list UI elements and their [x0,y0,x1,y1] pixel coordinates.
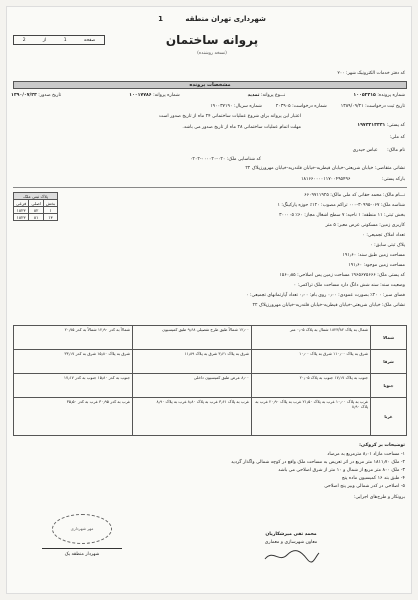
cell: شرق به پلاک ۱۵٫۸۰ شرق به کدر ۳۳٫۱۷ [14,350,133,374]
cell: شمالاً به کدر ۱۲٫۹۰ شمالاً به کدر ۲۰٫۷۵ [14,326,133,350]
remark-line: ۲- ملک ۱۸۱۱٫۷۰ متر مربع در اثر تعریض به مساحت ملک واقع در کوچه شمالی واگذار گردید [231,460,405,465]
remark-line: ۵- اصلاحی در کدر شمالی وبیر پنج اصلاحی [324,484,405,489]
cell: ۸۱ [29,214,44,221]
property-line: مساحت زمین موجود: ۱۹۱٫۶۰ [348,263,405,268]
deputy-title: معاون شهرسازی و معماری [264,540,318,545]
page-of-label: از [42,37,47,43]
remarks-footer: برونکار و طرح‌های اجرایی: [353,495,405,500]
serial-label: شماره سریال: [233,104,262,109]
completion-note: مهلت اتمام عملیات ساختمانی ۲۸ ماه از تاریخ صدور می باشد. [182,125,301,130]
registry-plate-table-wrap [13,192,58,221]
table-row [14,398,407,436]
cell: ۱۲٫۰۰ شمالاً طبق طرح تفصیلی ۹٫۶۸ طبق کمیسیون [133,326,252,350]
remark-line: ۱- مساحت مازاد ۸٫۰۱ مترمربع به مرصاد [327,452,405,457]
property-line: فضای سبز: ۰ ۲۰٪ بصورت عمودی: ۰٫۰۰ روی بام: ۰٫۰۰ تعداد آپارتمانهای تجمیعی: ۰ [246,293,405,298]
permit-page [6,6,412,594]
applicant-address-label: نشانی متقاضی: [374,166,405,171]
applicant-address-line [245,166,405,171]
serial-no: ۱۹۰۰۳۷۱۹۰ [210,104,233,109]
request-no: ۲۰۳۹۰۵ [275,104,291,109]
cell: غرب به پلاک ۱۰٫۰۰ غرب به پلاک ۲۱٫۵۰ غرب به پلاک ۲۰٫۹۰ غرب به پلاک ۸٫۹۰ [252,398,371,436]
property-line: پلاک ثبتی سابق: ۰ [370,243,405,248]
table-row [14,374,407,398]
permit-no-label: شماره پروانه: [153,93,180,98]
cell: ۱۳ [43,214,57,221]
cell: شرق به پلاک ۱۱۰٫۰۰ شرق به پلاک ۱۰٫۰۰ [252,350,371,374]
direction-cell: غربا [371,398,407,436]
col-sub: فرعی [14,200,29,207]
cell: غرب به پلاک ۳٫۶۱ غرب به پلاک ۸٫۸۰ غرب به پلاک ۸٫۹۰ [133,398,252,436]
table-row [14,207,58,214]
organization-title [117,15,307,23]
cell: ۱۸۲۳ [14,207,29,214]
cell: غرب به کدر ۳۰٫۹۵ غرب به کدر ۳۵٫۵۰ [14,398,133,436]
property-line: بخش ثبتی: ۱۱ منطقه: ۱ ناحیه: ۷ سطح اشغال مجاز: ۶۰٪ ۳۰۰۰۰۵ [279,213,405,218]
validity-note: اعتبار این پروانه برای شروع عملیات ساختمانی ۲۴ ماه از تاریخ صدور است [159,114,301,119]
table-row [14,326,407,350]
request-date-label: تاریخ ثبت درخواست: [365,104,405,109]
direction-cell: جنوبا [371,374,407,398]
mayor-title: شهردار منطقه یک [64,552,100,557]
postal-label: کد پستی: [386,123,405,128]
official-stamp-icon [52,514,112,544]
remarks-title: توضیحات بر کروکی: [359,443,405,448]
cell: شمال به پلاک ۱۸۲۳/۸۲ شمال به پلاک ۰٫۰۵ متر [252,326,371,350]
col-main: اصلی [29,200,44,207]
permit-type: تمدید [247,93,260,98]
remark-line: ۴- طبق بند ۱۶ کمیسیون ماده پنج [341,476,405,481]
property-line: نـــام مالک: محمد حقانی کد ملی مالک: ۶۶۰۹۷۱۱۹۲۵ [304,193,405,198]
issue-date-label: تاریخ صدور: [38,93,62,98]
region-number: 1 [158,15,163,23]
bounds-table-wrap [13,325,407,436]
page-total: 2 [22,37,26,43]
cell: ۸۲ [29,207,44,214]
registry-plate-title: پلاک ثبتی ملک [14,193,58,200]
postal-code-line [357,123,405,128]
page-title: پروانه ساختمان [165,33,259,47]
page-label: صفحه [83,37,96,43]
request-date: ۱۳۸۹/۰۹/۲۱ [340,104,364,109]
permit-no: ۱۰۰۱۷۷۸۶ [129,93,152,98]
file-no: ۱۰۰۵۲۳۱۵ [353,93,376,98]
issue-date: ۱۳۹۰/۰۷/۲۳ [11,93,37,98]
property-code-label: کد شناسایی ملک: [226,157,261,162]
property-line: مساحت زمین طبق سند: ۱۹۱٫۶۰ [342,253,405,258]
cell: ۱۸۲۳ [14,214,29,221]
owner-name: عباس حیدری [352,148,378,153]
owner-code-label: کد ملی: [389,135,405,140]
cell: شرق به پلاک ۳٫۶۱ شرق به پلاک ۱۱٫۸۹ [133,350,252,374]
barcode-value: ۱۸۱۶۶۰۰۰۰۱۱۷۰۰۴۹۵۴۹۶ [301,177,351,182]
applicant-address: خیابان شریعتی-خیابان قیطریه-خیابان قلندریه-خیابان مهرورزپلاک ۲۲ [245,166,374,171]
cell: ۱ [43,207,57,214]
owner-name-line [353,148,405,153]
cell: جنوب به کدر ۱۵٫۸۰ جنوب به کدر ۱۷٫۱۷ [14,374,133,398]
deputy-signature [231,532,351,567]
file-info-row-1 [11,93,405,98]
deputy-name: محمد تقی میرشکاریان [265,532,317,537]
file-info-row-2 [11,104,405,109]
cell: جنوب به پلاک ۱۷٫۱۷ جنوب به پلاک ۲۰٫۰۵ [252,374,371,398]
bounds-table [13,325,407,436]
property-line: کاربری زمین: مسکونی عرض معبر: ۵ متر [325,223,405,228]
table-row [14,350,407,374]
organization-name: شهرداری تهران منطقه [185,15,266,23]
direction-cell: شرقا [371,350,407,374]
cell: ۸٫۰۰ عرض طبق کمیسیون داخلی [133,374,252,398]
registry-plate-table [13,192,58,221]
signature-scribble-icon [261,547,321,565]
barcode-label: بارکد پستی: [381,177,405,182]
stamp-text: مهر شهرداری [70,526,94,531]
property-address-line: نشانی ملک: خیابان شریعتی-خیابان قیطریه-خیابان قلندریه-خیابان مهرورزپلاک ۲۲ [252,303,405,308]
remarks-block [11,443,405,504]
page-counter [13,35,105,45]
property-line: شناسه ملک: ۰۶۷-۳۰۹۹۵-۰۰۰ تراکم مصوب: ۱۲۰٪ حوزه پارکینگ: ۱ [277,203,405,208]
postal-code: ۱۹۷۳۲۱۳۳۳۱ [357,123,386,128]
file-no-label: شماره پرونده: [377,93,405,98]
direction-cell: شمالا [371,326,407,350]
page-current: 1 [63,37,67,43]
file-info-bar: مشخصات پرونده [13,81,407,89]
property-code: ۰۲۰-۰۰۰۰۲۰-۰۲۰۲ [189,157,226,162]
owner-name-label: نام مالک: [387,148,405,153]
office-code-line: کد دفتر خدمات الکترونیک شهر: ۲۰۰ [337,71,405,76]
page-subtitle: (نسخه روشنده) [197,51,227,56]
postal-barcode-line [301,177,405,182]
section-divider [13,187,407,188]
signature-line [42,548,122,549]
property-line: کد پستی ملک: ۱۹۶۵۶۷۵۶۶۶ مساحت زمین پس اصلاحی: ۱۵۶۰٫۸۵ [279,273,405,278]
mayor-signature [27,512,137,572]
table-row [14,214,58,221]
permit-type-label: نـــوع پروانه: [260,93,286,98]
remark-line: ۳- ملک ۸۰۰ متر مربع از شمال و ۱۰ متر از شرق اصلاحی می باشد [278,468,405,473]
property-code-line [190,157,261,162]
col-section: بخش [43,200,57,207]
property-line: وضعیت سند: سند شش دانگ دارد مساحت ملک تراکمی: ۰ [293,283,405,288]
request-no-label: شماره درخواست: [292,104,327,109]
property-line: تعداد املاک تجمیعی: ۰ [362,233,405,238]
property-details [87,193,405,313]
